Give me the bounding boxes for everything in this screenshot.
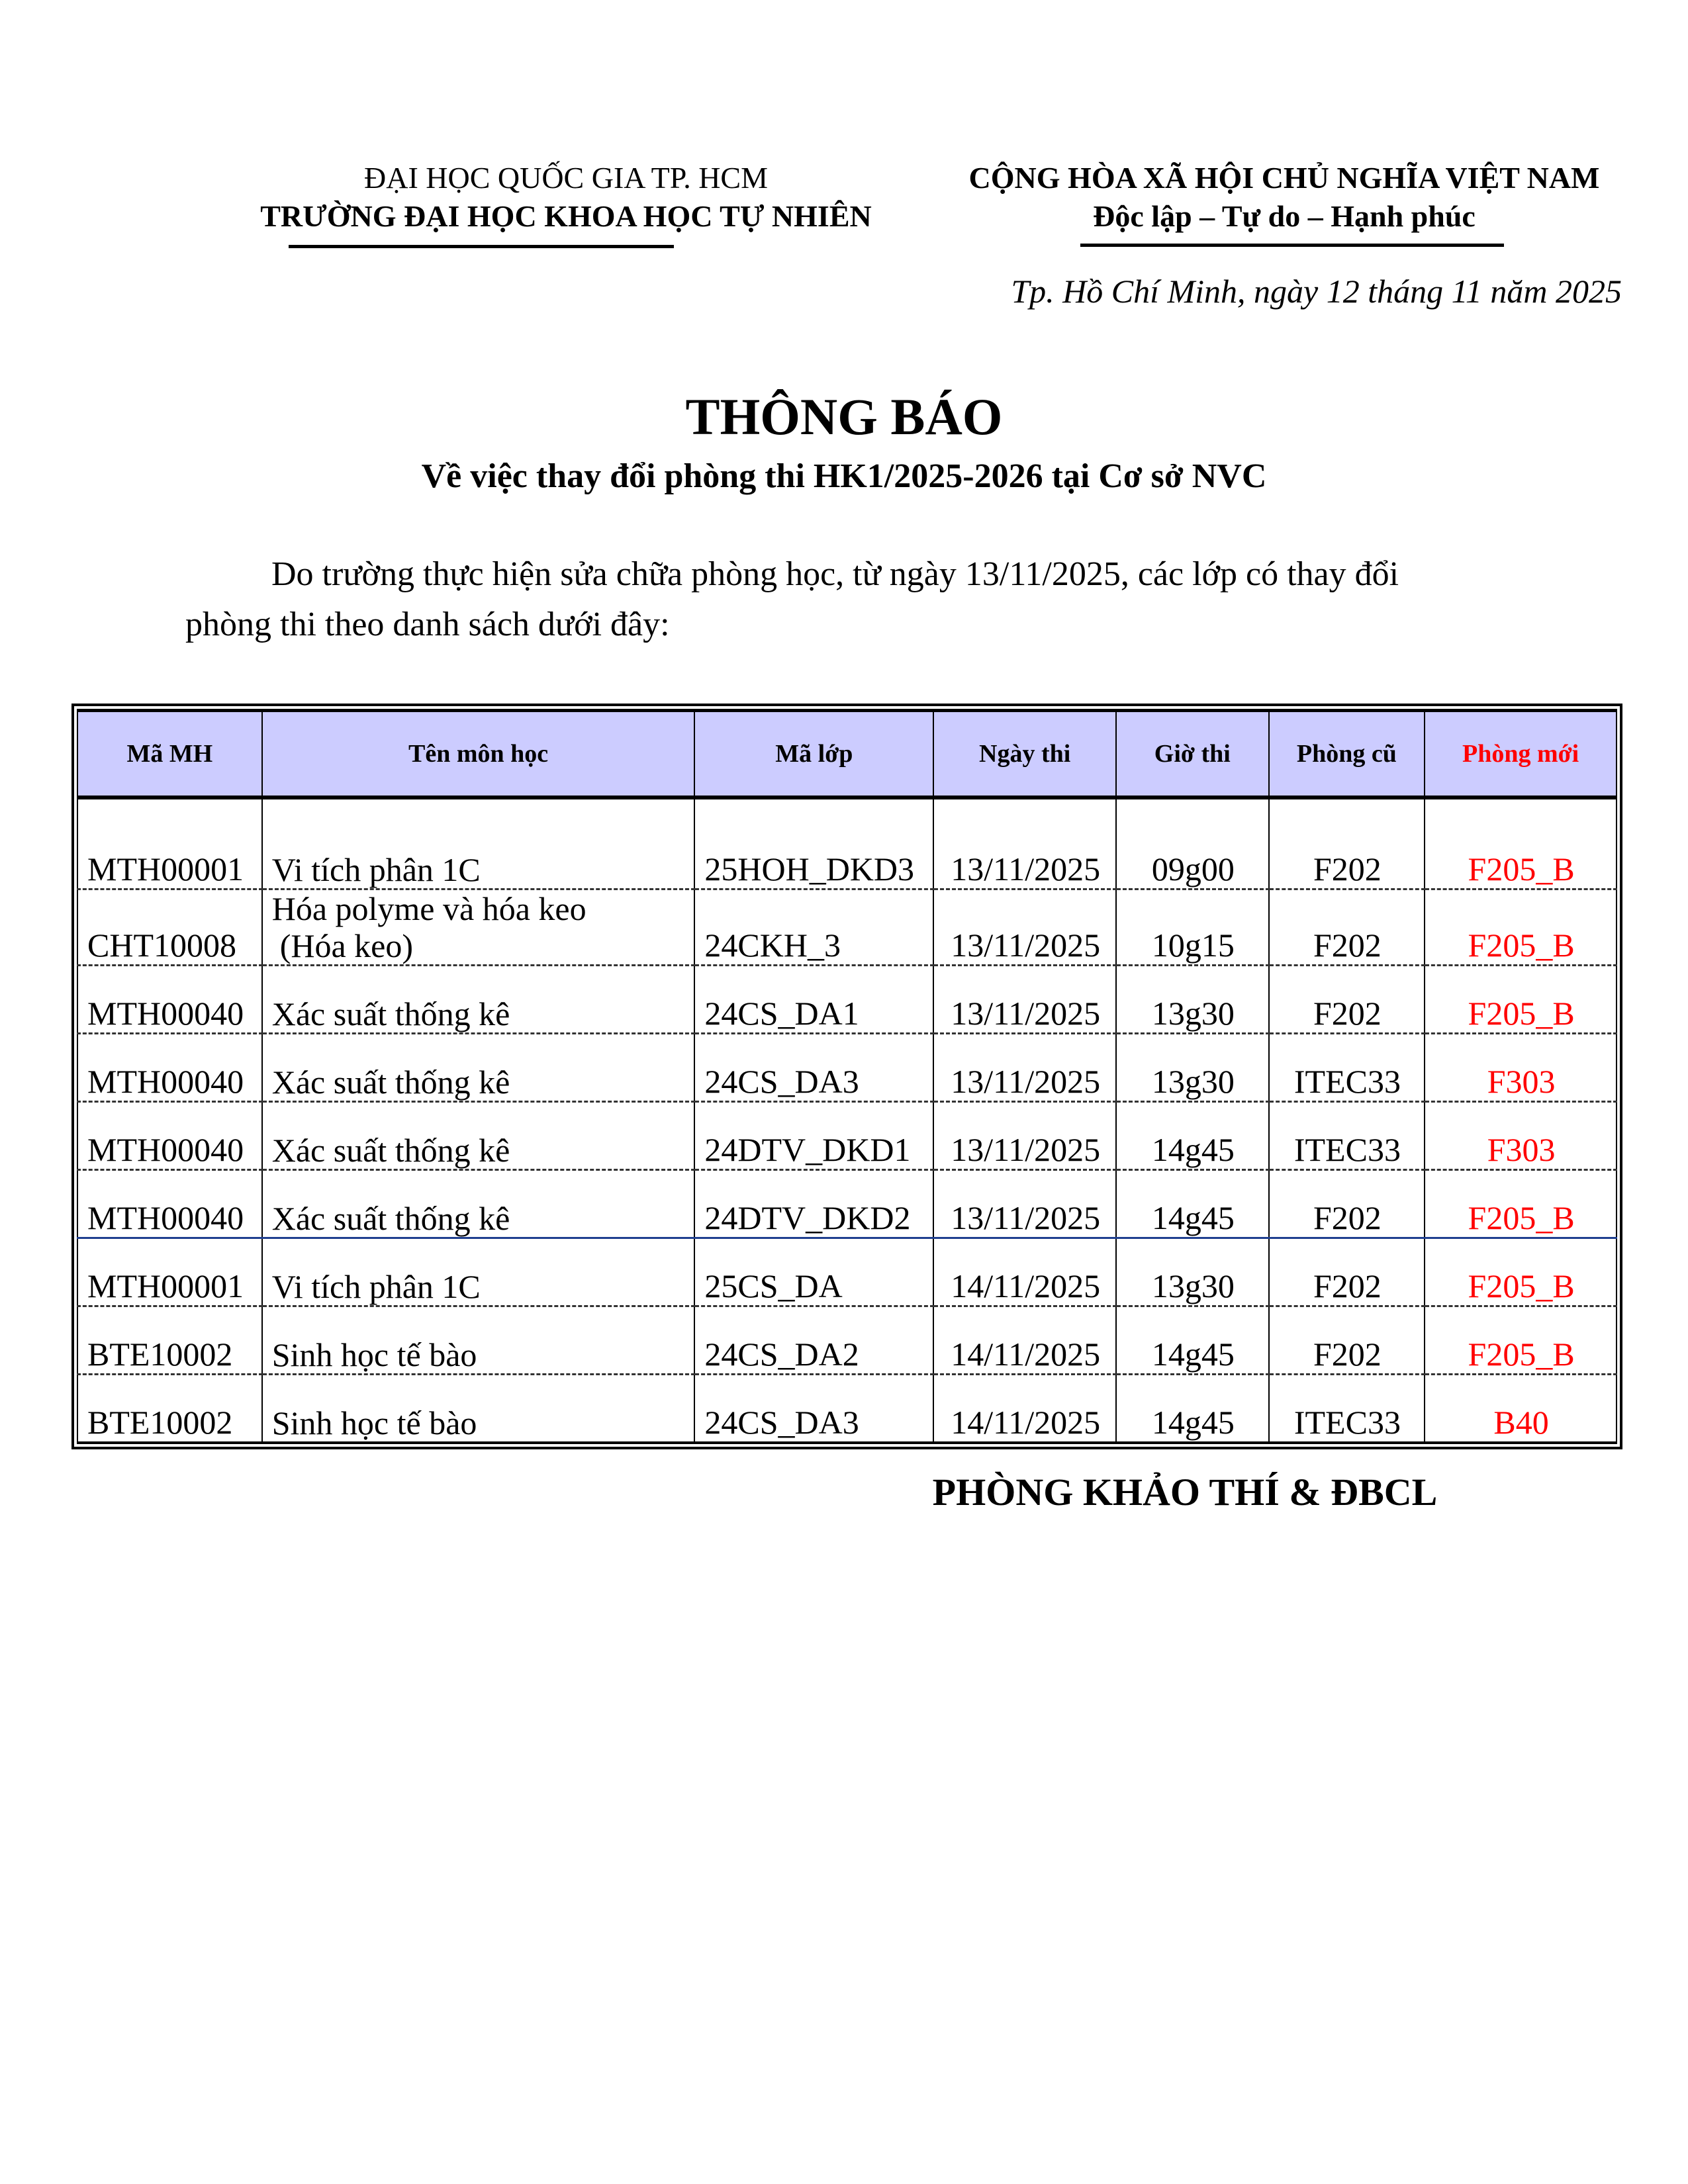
- cell-exam-date: 14/11/2025: [933, 1375, 1116, 1443]
- table-row: [77, 1375, 1617, 1443]
- cell-class-code: 24DTV_DKD2: [694, 1170, 933, 1238]
- course-name-line-1: Hóa polyme và hóa keo: [271, 890, 586, 927]
- cell-course-name: [262, 1306, 695, 1375]
- cell-exam-time: 10g15: [1116, 889, 1269, 966]
- cell-exam-date: 13/11/2025: [933, 1102, 1116, 1170]
- course-name-line-1: Xác suất thống kê: [271, 1132, 510, 1169]
- cell-new-room: F205_B: [1425, 966, 1617, 1034]
- cell-class-code: 25CS_DA: [694, 1238, 933, 1306]
- table-row: [77, 1102, 1617, 1170]
- cell-new-room: F303: [1425, 1102, 1617, 1170]
- cell-exam-date: 13/11/2025: [933, 1170, 1116, 1238]
- course-name-line-2: (Hóa keo): [279, 927, 414, 964]
- cell-course-code: BTE10002: [77, 1306, 262, 1375]
- cell-class-code: 24DTV_DKD1: [694, 1102, 933, 1170]
- cell-class-code: 25HOH_DKD3: [694, 797, 933, 889]
- room-change-table: [71, 704, 1622, 1449]
- course-name-line-1: Vi tích phân 1C: [271, 851, 481, 888]
- table-row: [77, 1034, 1617, 1102]
- cell-course-name: [262, 1102, 695, 1170]
- cell-new-room: F205_B: [1425, 797, 1617, 889]
- cell-old-room: ITEC33: [1269, 1034, 1425, 1102]
- cell-course-code: MTH00001: [77, 1238, 262, 1306]
- cell-course-code: MTH00040: [77, 1102, 262, 1170]
- cell-new-room: F303: [1425, 1034, 1617, 1102]
- national-title: CỘNG HÒA XÃ HỘI CHỦ NGHĨA VIỆT NAM: [968, 161, 1600, 195]
- cell-course-name: [262, 1238, 695, 1306]
- cell-exam-time: 14g45: [1116, 1306, 1269, 1375]
- cell-exam-time: 09g00: [1116, 797, 1269, 889]
- table-header-row: [77, 711, 1617, 798]
- cell-new-room: F205_B: [1425, 1238, 1617, 1306]
- table-row: [77, 966, 1617, 1034]
- cell-old-room: F202: [1269, 1306, 1425, 1375]
- cell-class-code: 24CS_DA3: [694, 1375, 933, 1443]
- cell-exam-time: 14g45: [1116, 1170, 1269, 1238]
- cell-course-name: [262, 889, 695, 966]
- cell-exam-time: 13g30: [1116, 1238, 1269, 1306]
- cell-new-room: B40: [1425, 1375, 1617, 1443]
- cell-course-name: [262, 1375, 695, 1443]
- cell-exam-time: 13g30: [1116, 1034, 1269, 1102]
- national-motto: Độc lập – Tự do – Hạnh phúc: [1093, 199, 1476, 233]
- date-line: Tp. Hồ Chí Minh, ngày 12 tháng 11 năm 2025: [1011, 273, 1622, 310]
- intro-paragraph: [185, 549, 1549, 650]
- cell-class-code: 24CS_DA3: [694, 1034, 933, 1102]
- cell-class-code: 24CS_DA1: [694, 966, 933, 1034]
- cell-exam-time: 14g45: [1116, 1375, 1269, 1443]
- cell-old-room: ITEC33: [1269, 1102, 1425, 1170]
- cell-course-code: MTH00040: [77, 966, 262, 1034]
- col-header-old-room: Phòng cũ: [1269, 711, 1425, 798]
- cell-course-code: MTH00001: [77, 797, 262, 889]
- cell-course-code: BTE10002: [77, 1375, 262, 1443]
- cell-course-name: [262, 966, 695, 1034]
- cell-class-code: 24CS_DA2: [694, 1306, 933, 1375]
- cell-class-code: 24CKH_3: [694, 889, 933, 966]
- table-row: [77, 1306, 1617, 1375]
- cell-exam-date: 13/11/2025: [933, 797, 1116, 889]
- motto-underline: [1080, 244, 1504, 247]
- col-header-exam-date: Ngày thi: [933, 711, 1116, 798]
- intro-line-1: Do trường thực hiện sửa chữa phòng học, từ ngày 13/11/2025, các lớp có thay đổi: [271, 555, 1399, 593]
- cell-course-name: [262, 1034, 695, 1102]
- cell-old-room: F202: [1269, 1238, 1425, 1306]
- course-name-line-1: Xác suất thống kê: [271, 1200, 510, 1237]
- document-subtitle: Về việc thay đổi phòng thi HK1/2025-2026 tại Cơ sở NVC: [421, 457, 1267, 495]
- cell-exam-date: 13/11/2025: [933, 889, 1116, 966]
- cell-old-room: F202: [1269, 797, 1425, 889]
- col-header-course-code: Mã MH: [77, 711, 262, 798]
- cell-course-code: MTH00040: [77, 1034, 262, 1102]
- course-name-line-1: Xác suất thống kê: [271, 1064, 510, 1101]
- intro-line-2: phòng thi theo danh sách dưới đây:: [185, 606, 670, 643]
- col-header-new-room: Phòng mới: [1425, 711, 1617, 798]
- table-row: [77, 889, 1617, 966]
- col-header-course-name: Tên môn học: [262, 711, 695, 798]
- col-header-class-code: Mã lớp: [694, 711, 933, 798]
- cell-old-room: ITEC33: [1269, 1375, 1425, 1443]
- national-header-block: [927, 159, 1642, 236]
- cell-course-code: CHT10008: [77, 889, 262, 966]
- table-row: [77, 1238, 1617, 1306]
- signature-department: PHÒNG KHẢO THÍ & ĐBCL: [932, 1471, 1438, 1514]
- issuer-underline: [289, 245, 674, 248]
- cell-course-name: [262, 797, 695, 889]
- course-name-line-1: Vi tích phân 1C: [271, 1268, 481, 1305]
- cell-exam-date: 14/11/2025: [933, 1306, 1116, 1375]
- course-name-line-1: Xác suất thống kê: [271, 995, 510, 1032]
- course-name-line-1: Sinh học tế bào: [271, 1336, 477, 1373]
- cell-exam-time: 13g30: [1116, 966, 1269, 1034]
- table-row: [77, 1170, 1617, 1238]
- course-name-line-1: Sinh học tế bào: [271, 1404, 477, 1441]
- school-name: TRƯỜNG ĐẠI HỌC KHOA HỌC TỰ NHIÊN: [260, 199, 872, 233]
- cell-exam-date: 13/11/2025: [933, 966, 1116, 1034]
- cell-old-room: F202: [1269, 889, 1425, 966]
- cell-exam-date: 14/11/2025: [933, 1238, 1116, 1306]
- issuer-block: [199, 159, 933, 236]
- cell-exam-time: 14g45: [1116, 1102, 1269, 1170]
- cell-exam-date: 13/11/2025: [933, 1034, 1116, 1102]
- cell-new-room: F205_B: [1425, 1306, 1617, 1375]
- col-header-exam-time: Giờ thi: [1116, 711, 1269, 798]
- cell-old-room: F202: [1269, 966, 1425, 1034]
- document-title: THÔNG BÁO: [685, 388, 1003, 445]
- cell-course-code: MTH00040: [77, 1170, 262, 1238]
- cell-course-name: [262, 1170, 695, 1238]
- cell-new-room: F205_B: [1425, 889, 1617, 966]
- university-name: ĐẠI HỌC QUỐC GIA TP. HCM: [364, 161, 768, 195]
- cell-old-room: F202: [1269, 1170, 1425, 1238]
- table-row: [77, 797, 1617, 889]
- cell-new-room: F205_B: [1425, 1170, 1617, 1238]
